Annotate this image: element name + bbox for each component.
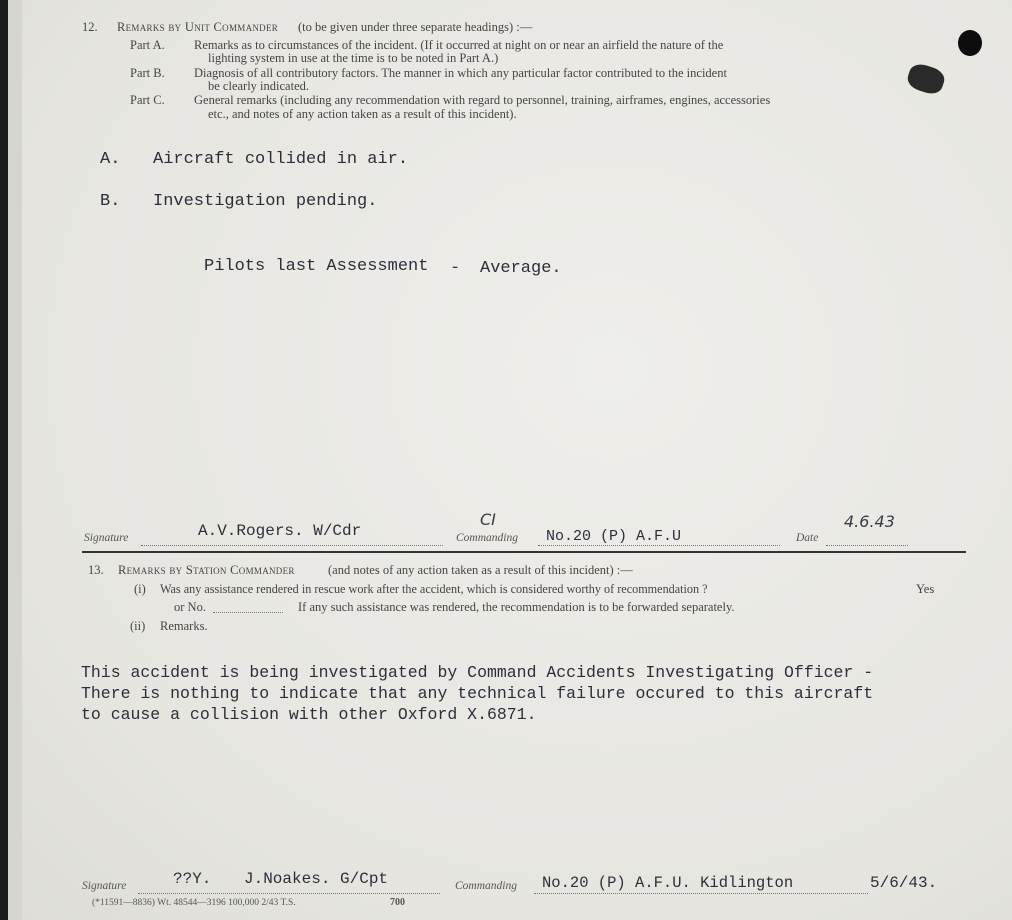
punch-hole: [958, 30, 982, 56]
part-c-line-1: General remarks (including any recommendation with regard to personnel, training, airframes, engines, accessories: [194, 93, 771, 107]
section-12-heading-note: (to be given under three separate headings) :—: [298, 20, 533, 34]
q1-text-2: If any such assistance was rendered, the recommendation is to be forwarded separately.: [298, 600, 735, 614]
section-13-heading: Remarks by Station Commander: [118, 563, 295, 577]
part-a-line-2: lighting system in use at the time is to be noted in Part A.): [208, 51, 499, 65]
section-13-number: 13.: [88, 563, 104, 577]
signature-label-12: Signature: [84, 532, 129, 544]
part-b-label: Part B.: [130, 66, 165, 80]
date-value-13: 5/6/43.: [870, 874, 938, 892]
remarks-line-3: to cause a collision with other Oxford X.6871.: [81, 705, 537, 724]
commanding-value-12: No.20 (P) A.F.U: [546, 528, 682, 545]
signature-prefix-13: ??Y.: [173, 870, 212, 888]
section-12-number: 12.: [82, 20, 98, 34]
q2-label: (ii): [130, 619, 146, 633]
assessment-label: Pilots last Assessment: [204, 257, 429, 276]
typed-b-text: Investigation pending.: [153, 192, 378, 211]
commanding-value-13: No.20 (P) A.F.U. Kidlington: [542, 874, 794, 892]
document-page: [8, 0, 1012, 920]
part-b-line-2: be clearly indicated.: [208, 79, 309, 93]
ink-blot: [905, 61, 947, 97]
date-dotted-line-12: [826, 545, 908, 546]
signature-dotted-line-13: [138, 893, 440, 894]
footer-print-code: (*11591—8836) Wt. 48544—3196 100,000 2/43 T.S.: [92, 898, 296, 908]
or-no-dotted-line: [213, 612, 283, 613]
footer-form-number: 700: [390, 897, 405, 908]
commanding-label-12: Commanding: [456, 532, 518, 544]
remarks-line-1: This accident is being investigated by Command Accidents Investigating Officer -: [81, 663, 874, 682]
section-12-heading: Remarks by Unit Commander: [117, 20, 279, 34]
signature-value-12: A.V.Rogers. W/Cdr: [198, 522, 362, 540]
date-label-12: Date: [796, 532, 819, 544]
assessment-dash: -: [450, 259, 461, 278]
signature-dotted-line-12: [141, 545, 443, 546]
q2-text: Remarks.: [160, 619, 208, 633]
remarks-line-2: There is nothing to indicate that any technical failure occured to this aircraft: [81, 684, 874, 703]
commanding-annotation-12: CI: [480, 510, 496, 529]
part-a-label: Part A.: [130, 38, 165, 52]
assessment-value: Average.: [480, 259, 562, 278]
signature-label-13: Signature: [82, 880, 127, 892]
q1-yes: Yes: [916, 582, 935, 596]
commanding-label-13: Commanding: [455, 880, 517, 892]
commanding-dotted-line-13: [534, 893, 868, 894]
commanding-dotted-line-12: [538, 545, 780, 546]
part-a-line-1: Remarks as to circumstances of the incident. (If it occurred at night on or near an airfield the nature of the: [194, 38, 724, 52]
typed-a-label: A.: [100, 150, 121, 169]
typed-a-text: Aircraft collided in air.: [153, 150, 409, 169]
part-c-label: Part C.: [130, 93, 165, 107]
section-13-heading-note: (and notes of any action taken as a result of this incident) :—: [328, 563, 633, 577]
signature-value-13: J.Noakes. G/Cpt: [244, 870, 389, 888]
q1-label: (i): [134, 582, 146, 596]
q1-text: Was any assistance rendered in rescue work after the accident, which is considered worthy of recommendation ?: [160, 582, 708, 596]
date-value-12: 4.6.43: [844, 512, 895, 531]
section-divider: [82, 551, 966, 553]
q1-or-no: or No.: [174, 600, 206, 614]
typed-b-label: B.: [100, 192, 121, 211]
part-b-line-1: Diagnosis of all contributory factors. The manner in which any particular factor contributed to the incident: [194, 66, 727, 80]
part-c-line-2: etc., and notes of any action taken as a result of this incident).: [208, 107, 517, 121]
paper-edge: [8, 0, 22, 920]
